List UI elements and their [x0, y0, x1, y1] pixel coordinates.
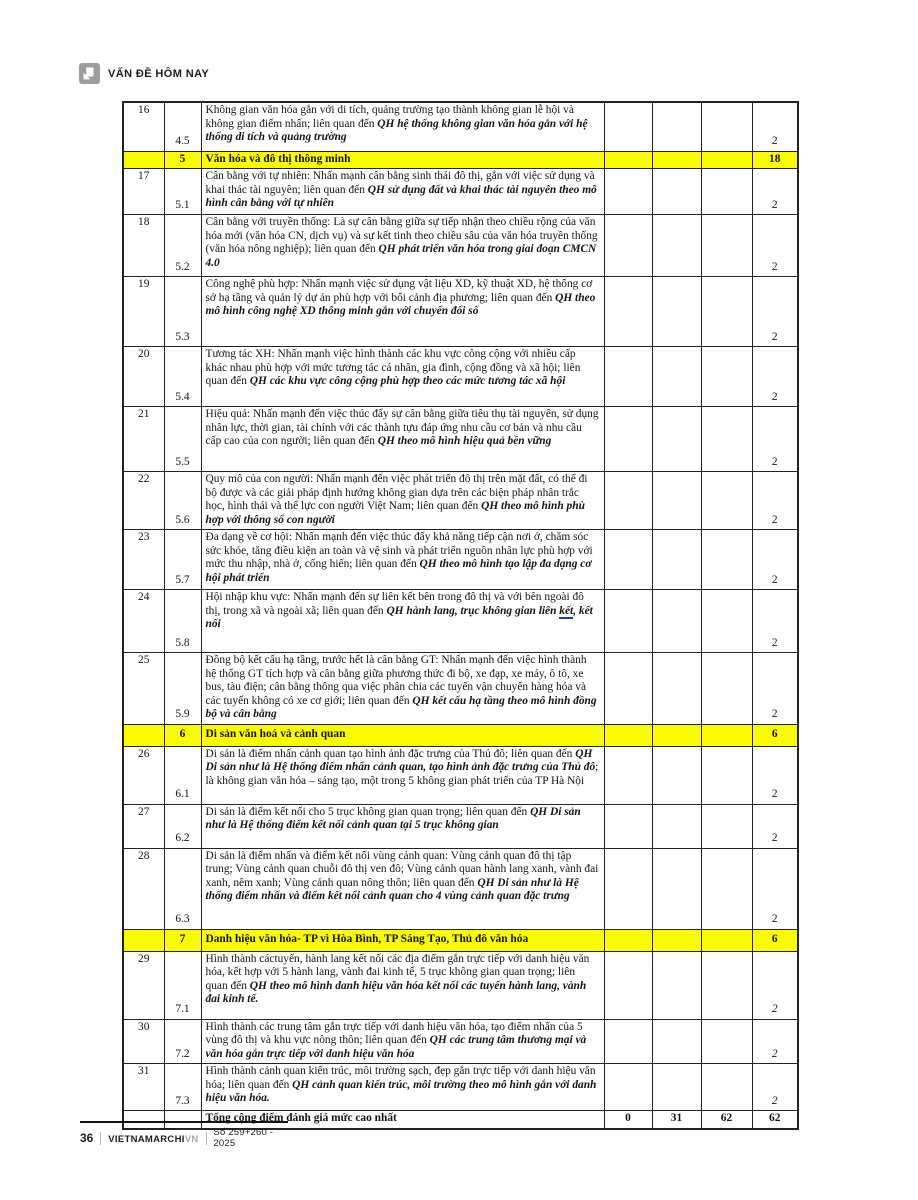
score-cell: 2	[752, 1064, 798, 1111]
score-cell	[701, 347, 752, 407]
criteria-row	[123, 848, 798, 929]
page-footer	[80, 1121, 290, 1149]
score-cell	[652, 277, 701, 347]
row-number-cell: 23	[123, 530, 164, 590]
score-cell	[652, 848, 701, 929]
row-number-cell	[123, 151, 164, 169]
description-segment: Cân bằng với tự nhiên: Nhấn mạnh cân bằng sinh thái đô thị, gắn với việc sử dụng và khai thác tài nguyên; liên quan đến	[205, 170, 595, 196]
description-segment: Cân bằng với truyền thống: Là sự cân bằng giữa sự tiếp nhận theo chiều rộng của văn hóa mới (văn hóa CN, dịch vụ) và sự kết tinh theo chiều sâu của văn hóa truyền thống (văn hóa nông nghiệp); liên quan đến	[205, 216, 598, 255]
score-cell	[701, 804, 752, 848]
score-cell: 2	[752, 102, 798, 151]
criteria-row	[123, 530, 798, 590]
score-cell	[604, 653, 652, 725]
score-cell	[604, 277, 652, 347]
description-segment: QH theo mô hình danh hiệu văn hóa kết nối các tuyến hành lang, vành đai kinh tế.	[205, 979, 587, 1005]
score-cell: 2	[752, 215, 798, 277]
score-cell	[652, 472, 701, 530]
score-cell	[604, 407, 652, 472]
row-number-cell: 30	[123, 1019, 164, 1064]
description-segment: QH Di sản như là Hệ thống điểm nhấn cảnh quan, tạo hình ảnh đặc trưng của Thủ đô	[205, 747, 596, 773]
row-number-cell: 22	[123, 472, 164, 530]
score-cell	[701, 590, 752, 653]
score-cell	[652, 169, 701, 215]
score-cell	[604, 151, 652, 169]
score-cell	[652, 407, 701, 472]
section-row	[123, 151, 798, 169]
criterion-id-cell: 5.2	[164, 215, 201, 277]
score-cell	[701, 151, 752, 169]
criteria-row	[123, 215, 798, 277]
score-cell	[701, 653, 752, 725]
criteria-row	[123, 653, 798, 725]
section-title-cell: Danh hiệu văn hóa- TP vì Hòa Bình, TP Sáng Tạo, Thủ đô văn hóa	[201, 929, 604, 951]
score-cell	[701, 169, 752, 215]
score-cell	[652, 929, 701, 951]
score-cell	[652, 590, 701, 653]
description-segment: đến	[400, 558, 420, 570]
score-cell: 2	[752, 653, 798, 725]
description-cell	[201, 347, 604, 407]
score-cell	[701, 746, 752, 804]
section-row	[123, 724, 798, 746]
description-cell	[201, 102, 604, 151]
row-number-cell: 21	[123, 407, 164, 472]
score-cell	[652, 151, 701, 169]
criterion-id-cell: 5.8	[164, 590, 201, 653]
score-cell	[652, 347, 701, 407]
folded-arrow-icon	[79, 63, 100, 84]
footer-divider	[100, 1132, 101, 1145]
section-score-cell: 6	[752, 724, 798, 746]
criteria-row	[123, 590, 798, 653]
score-cell	[652, 215, 701, 277]
description-cell	[201, 1064, 604, 1111]
description-cell	[201, 804, 604, 848]
row-number-cell: 28	[123, 848, 164, 929]
row-number-cell	[123, 724, 164, 746]
score-cell: 2	[752, 804, 798, 848]
row-number-cell: 16	[123, 102, 164, 151]
score-cell: 2	[752, 407, 798, 472]
score-cell: 2	[752, 951, 798, 1019]
row-number-cell: 31	[123, 1064, 164, 1111]
criteria-row	[123, 277, 798, 347]
section-score-cell: 6	[752, 929, 798, 951]
score-cell	[604, 848, 652, 929]
description-cell	[201, 1019, 604, 1064]
row-number-cell: 27	[123, 804, 164, 848]
total-score-cell: 62	[701, 1111, 752, 1129]
page-number: 36	[80, 1131, 94, 1145]
description-segment: Di sản là điểm nhấn cảnh quan tạo hình ảnh đặc trưng của Thủ đô; liên quan đến	[205, 747, 576, 760]
score-cell	[652, 1019, 701, 1064]
score-cell	[604, 724, 652, 746]
description-cell	[201, 169, 604, 215]
row-number-cell: 26	[123, 746, 164, 804]
description-cell	[201, 407, 604, 472]
criterion-id-cell: 5.6	[164, 472, 201, 530]
criterion-id-cell: 7.3	[164, 1064, 201, 1111]
description-cell	[201, 653, 604, 725]
description-segment: Hình thành cáctuyến, hành lang kết nối các địa điểm gắn trực tiếp với danh hiệu văn hóa, kết hợp với 5 hành lang, vành đai kinh tế, 5 trục không gian quan trọng; liên quan đến	[205, 952, 590, 992]
criteria-row	[123, 407, 798, 472]
criterion-id-cell: 4.5	[164, 102, 201, 151]
description-segment: Hiệu quả: Nhấn mạnh đến việc thúc đẩy sự cân bằng giữa tiêu thụ tài nguyên, sử dụng nhân lực, thời gian, tài chính với các thành tựu đáp ứng nhu cầu cơ bản và nhu cầu cấp cao của con người; liên quan đến	[205, 408, 599, 447]
description-segment: Di sản là điểm nhấn và điểm kết nối vùng cảnh quan: Vùng cảnh quan đô thị tập trung; Vùng cảnh quan chuỗi đô thị ven đô; Vùng cảnh quan hành lang xanh, vành đai xanh, nêm xanh; Vùng cảnh quan nông thôn; liên quan đến	[205, 849, 599, 889]
score-cell	[604, 347, 652, 407]
criteria-row	[123, 347, 798, 407]
description-segment: Quy mô của con người: Nhấn mạnh đến việc phát triển đô thị trên mặt đất, có thể đi bộ được và các giải pháp định hướng không gian dựa trên các biện pháp nhân trắc học, hình thái và thể lực con người Việt Nam; liên quan đến	[205, 473, 588, 512]
description-segment: , kết nối	[205, 604, 593, 630]
criterion-id-cell: 5.5	[164, 407, 201, 472]
description-segment: Đa dạng về cơ hội: Nhấn mạnh đến việc thúc đẩy khả năng tiếp cận nơi ở, chăm sóc sức khỏe, tăng điều kiện an toàn và vệ sinh và phát triển nguồn nhân lực phù hợp với mức thu nhập, nhà ở, cống hiến; liên quan	[205, 531, 593, 570]
score-cell	[652, 746, 701, 804]
score-cell	[604, 746, 652, 804]
description-cell	[201, 746, 604, 804]
masthead	[79, 63, 209, 84]
description-segment: QH hành lang, trục không gian liên	[386, 604, 560, 617]
criteria-row	[123, 472, 798, 530]
description-segment: QH các trung tâm thương mại và văn hóa gắn trực tiếp với danh hiệu văn hóa	[205, 1034, 587, 1060]
criteria-row	[123, 169, 798, 215]
footer-divider	[206, 1132, 207, 1145]
criterion-id-cell: 5.9	[164, 653, 201, 725]
row-number-cell: 18	[123, 215, 164, 277]
score-cell	[604, 590, 652, 653]
footer-rule	[80, 1121, 288, 1123]
score-cell	[701, 472, 752, 530]
score-cell	[701, 848, 752, 929]
description-segment: QH Di sản như là Hệ thống điểm nhấn và điểm kết nối cảnh quan cho 4 vùng cảnh quan đặc trưng	[205, 876, 579, 902]
description-segment: QH kết cấu hạ tầng theo mô hình đồng bộ và cân bằng	[205, 694, 597, 720]
total-score-cell: 31	[652, 1111, 701, 1129]
score-cell	[604, 169, 652, 215]
description-segment: Đồng bộ kết cấu hạ tầng, trước hết là cân bằng GT: Nhấn mạnh đến việc hình thành hệ thống GT tích hợp và cân bằng giữa phương thức đi bộ, xe đạp, xe máy, ô tô, xe bus, tàu điện; cân bằng thông qua việc phân chia các tuyến vận chuyển hàng hóa và các tuyến không có xe cơ giới; liên quan đến	[205, 654, 587, 707]
issue-number: Số 259+260 - 2025	[213, 1127, 274, 1149]
score-cell	[604, 929, 652, 951]
row-number-cell: 17	[123, 169, 164, 215]
score-cell	[701, 1019, 752, 1064]
criterion-id-cell: 5.3	[164, 277, 201, 347]
score-cell	[604, 530, 652, 590]
brand-name: VIETNAMARCHIVN	[108, 1134, 199, 1145]
criteria-row	[123, 746, 798, 804]
score-cell	[604, 804, 652, 848]
score-cell: 2	[752, 848, 798, 929]
score-cell	[701, 951, 752, 1019]
section-id-cell: 7	[164, 929, 201, 951]
description-cell	[201, 530, 604, 590]
score-cell	[701, 724, 752, 746]
description-cell	[201, 215, 604, 277]
description-segment: QH theo mô hình tạo lập đa dạng cơ hội phát triển	[205, 558, 592, 584]
description-segment: QH cảnh quan kiến trúc, môi trường theo mô hình gắn với danh hiệu văn hóa.	[205, 1078, 597, 1104]
description-segment: QH theo mô hình công nghệ XD thông minh gắn với chuyển đổi số	[205, 291, 596, 317]
score-cell: 2	[752, 590, 798, 653]
section-title: VẤN ĐỀ HÔM NAY	[108, 67, 210, 80]
description-segment: Hội nhập khu vực: Nhấn mạnh đến sự liên kết bên trong đô thị và với bên ngoài đô thị, trong xã và ngoài xã; liên quan đến	[205, 591, 584, 617]
description-segment: Hình thành các trung tâm gắn trực tiếp với danh hiệu văn hóa, tạo điểm nhấn của 5 vùng đô thị và khu vực nông thôn; liên quan đến	[205, 1020, 583, 1046]
row-number-cell: 19	[123, 277, 164, 347]
criteria-row	[123, 804, 798, 848]
description-cell	[201, 951, 604, 1019]
description-segment: QH Di sản như là Hệ thống điểm kết nối cảnh quan tại 5 trục không gian	[205, 805, 581, 831]
score-cell	[701, 407, 752, 472]
criterion-id-cell: 6.3	[164, 848, 201, 929]
section-row	[123, 929, 798, 951]
criterion-id-cell: 5.1	[164, 169, 201, 215]
score-cell: 2	[752, 472, 798, 530]
criterion-id-cell: 7.1	[164, 951, 201, 1019]
description-cell	[201, 590, 604, 653]
score-cell: 2	[752, 746, 798, 804]
criterion-id-cell: 7.2	[164, 1019, 201, 1064]
description-segment: QH sử dụng đất và khai thác tài nguyên theo mô hình cân bằng với tự nhiên	[205, 183, 597, 209]
description-segment: kết	[559, 604, 574, 617]
score-cell: 2	[752, 347, 798, 407]
score-cell: 2	[752, 530, 798, 590]
score-cell	[652, 724, 701, 746]
row-number-cell: 29	[123, 951, 164, 1019]
evaluation-table	[122, 101, 799, 1130]
description-cell	[201, 472, 604, 530]
score-cell	[604, 1019, 652, 1064]
criteria-row	[123, 1064, 798, 1111]
criterion-id-cell: 5.4	[164, 347, 201, 407]
description-segment: QH các khu vực công cộng phù hợp theo các mức tương tác xã hội	[249, 375, 566, 387]
score-cell	[652, 653, 701, 725]
description-segment: Không gian văn hóa gắn với di tích, quảng trường tạo thành không gian lễ hội và không gian điểm nhấn; liên quan đến	[205, 104, 574, 130]
score-cell	[701, 1064, 752, 1111]
section-id-cell: 5	[164, 151, 201, 169]
score-cell	[604, 951, 652, 1019]
row-number-cell: 24	[123, 590, 164, 653]
score-cell	[652, 530, 701, 590]
score-cell	[604, 215, 652, 277]
score-cell	[652, 1064, 701, 1111]
description-segment: Hình thành cảnh quan kiến trúc, môi trường sạch, đẹp gắn trực tiếp với danh hiệu văn hóa; liên quan đến	[205, 1065, 596, 1091]
score-cell	[652, 951, 701, 1019]
total-score-cell: 0	[604, 1111, 652, 1129]
criterion-id-cell: 5.7	[164, 530, 201, 590]
section-title-cell: Văn hóa và đô thị thông minh	[201, 151, 604, 169]
criteria-row	[123, 1019, 798, 1064]
score-cell	[652, 102, 701, 151]
score-cell	[701, 102, 752, 151]
score-cell: 2	[752, 169, 798, 215]
score-cell	[701, 215, 752, 277]
description-segment: Di sản là điểm kết nối cho 5 trục không gian quan trọng; liên quan đến	[205, 805, 531, 818]
score-cell	[701, 929, 752, 951]
section-id-cell: 6	[164, 724, 201, 746]
description-segment: QH theo mô hình hiệu quả bền vững	[377, 435, 552, 447]
criteria-row	[123, 102, 798, 151]
criteria-row	[123, 951, 798, 1019]
score-cell: 2	[752, 1019, 798, 1064]
description-segment: QH hệ thống không gian văn hóa gắn với hệ thống di tích và quảng trường	[205, 117, 588, 143]
criterion-id-cell: 6.1	[164, 746, 201, 804]
criterion-id-cell: 6.2	[164, 804, 201, 848]
description-segment: QH theo mô hình phù hợp với thông số con người	[205, 500, 585, 526]
score-cell: 2	[752, 277, 798, 347]
score-cell	[701, 277, 752, 347]
description-segment: Công nghệ phù hợp: Nhấn mạnh việc sử dụng vật liệu XD, kỹ thuật XD, hệ thống cơ sở hạ tầng và quản lý dự án phù hợp với bối cảnh địa phương; liên quan đến	[205, 278, 593, 304]
description-cell	[201, 277, 604, 347]
section-score-cell: 18	[752, 151, 798, 169]
description-segment: Tương tác XH: Nhấn mạnh việc hình thành các khu vực công cộng với nhiều cấp khác nhau phù hợp với mức tương tác cá nhân, gia đình, cộng đồng và xã hội; liên quan đến	[205, 348, 581, 387]
score-cell	[604, 472, 652, 530]
row-number-cell: 20	[123, 347, 164, 407]
score-cell	[604, 102, 652, 151]
score-cell	[652, 804, 701, 848]
description-segment: ; là không gian văn hóa – sáng tạo, một trong 5 không gian phát triển của TP Hà Nội	[205, 761, 599, 787]
section-title-cell: Di sản văn hoá và cảnh quan	[201, 724, 604, 746]
score-cell	[604, 1064, 652, 1111]
row-number-cell	[123, 929, 164, 951]
description-segment: QH phát triển văn hóa trong giai đoạn CMCN 4.0	[205, 243, 597, 269]
score-cell	[701, 530, 752, 590]
total-score-cell: 62	[752, 1111, 798, 1129]
total-label-cell: Tổng cộng điểm đánh giá mức cao nhất	[201, 1111, 604, 1129]
description-cell	[201, 848, 604, 929]
row-number-cell: 25	[123, 653, 164, 725]
